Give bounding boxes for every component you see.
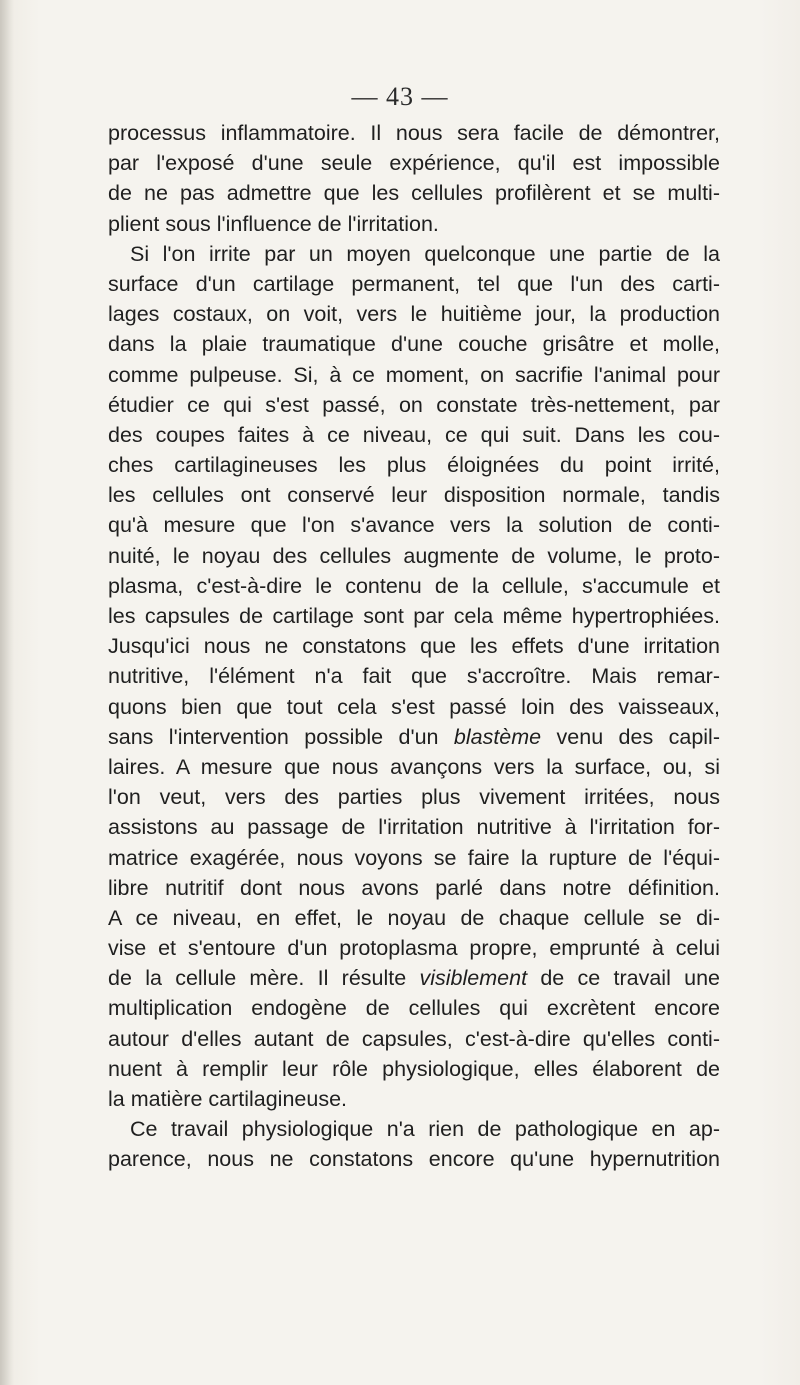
text-line: laires. A mesure que nous avançons vers la surface, ou, si [108,754,720,779]
text-line: plient sous l'influence de l'irritation. [108,211,439,236]
text-line: comme pulpeuse. Si, à ce moment, on sacrifie l'animal pour [108,362,720,387]
page-number: — 43 — [351,82,449,111]
text-line: les capsules de cartilage sont par cela même hypertrophiées. [108,604,720,628]
text-line: de la cellule mère. Il résulte visiblement de ce travail une [108,966,720,991]
text-line: des coupes faites à ce niveau, ce qui suit. Dans les cou- [108,422,720,447]
text-line: quons bien que tout cela s'est passé loin des vaisseaux, [108,694,720,719]
text-line: dans la plaie traumatique d'une couche grisâtre et molle, [108,332,720,357]
text-line: assistons au passage de l'irritation nutritive à l'irritation for- [108,815,720,840]
text-line: nutritive, l'élément n'a fait que s'accroître. Mais remar- [108,664,720,689]
text-line: nuité, le noyau des cellules augmente de volume, le proto- [108,543,720,568]
text-line: les cellules ont conservé leur disposition normale, tandis [108,483,720,508]
text-line: la matière cartilagineuse. [108,1087,348,1111]
text-line: lages costaux, on voit, vers le huitième jour, la production [108,302,720,327]
text-line: A ce niveau, en effet, le noyau de chaque cellule se di- [108,905,720,930]
text-line: matrice exagérée, nous voyons se faire la rupture de l'équi- [108,845,720,870]
text-line: multiplication endogène de cellules qui excrètent encore [108,996,720,1021]
text-line: par l'exposé d'une seule expérience, qu'il est impossible [108,151,720,176]
body-text [108,118,720,1175]
text-line: Jusqu'ici nous ne constatons que les effets d'une irritation [108,634,720,659]
page-edge-shadow [0,0,14,1385]
text-line: plasma, c'est-à-dire le contenu de la cellule, s'accumule et [108,573,720,598]
text-line: surface d'un cartilage permanent, tel que l'un des carti- [108,271,720,296]
text-line: autour d'elles autant de capsules, c'est-à-dire qu'elles conti- [108,1026,720,1051]
text-line: qu'à mesure que l'on s'avance vers la solution de conti- [108,513,720,538]
text-line: vise et s'entoure d'un protoplasma propre, emprunté à celui [108,936,720,961]
text-line: nuent à remplir leur rôle physiologique, elles élaborent de [108,1056,720,1081]
text-line: Si l'on irrite par un moyen quelconque une partie de la [130,241,720,266]
text-line: sans l'intervention possible d'un blastème venu des capil- [108,724,720,749]
text-line: ches cartilagineuses les plus éloignées du point irrité, [108,453,720,478]
text-line: de ne pas admettre que les cellules profilèrent et se multi- [108,181,720,206]
text-line: étudier ce qui s'est passé, on constate très-nettement, par [108,392,720,417]
text-line: Ce travail physiologique n'a rien de pathologique en ap- [130,1117,720,1142]
text-line: processus inflammatoire. Il nous sera facile de démontrer, [108,121,720,145]
text-line: parence, nous ne constatons encore qu'une hypernutrition [108,1147,720,1172]
text-line: libre nutritif dont nous avons parlé dans notre définition. [108,875,720,900]
text-line: l'on veut, vers des parties plus vivement irritées, nous [108,785,720,810]
